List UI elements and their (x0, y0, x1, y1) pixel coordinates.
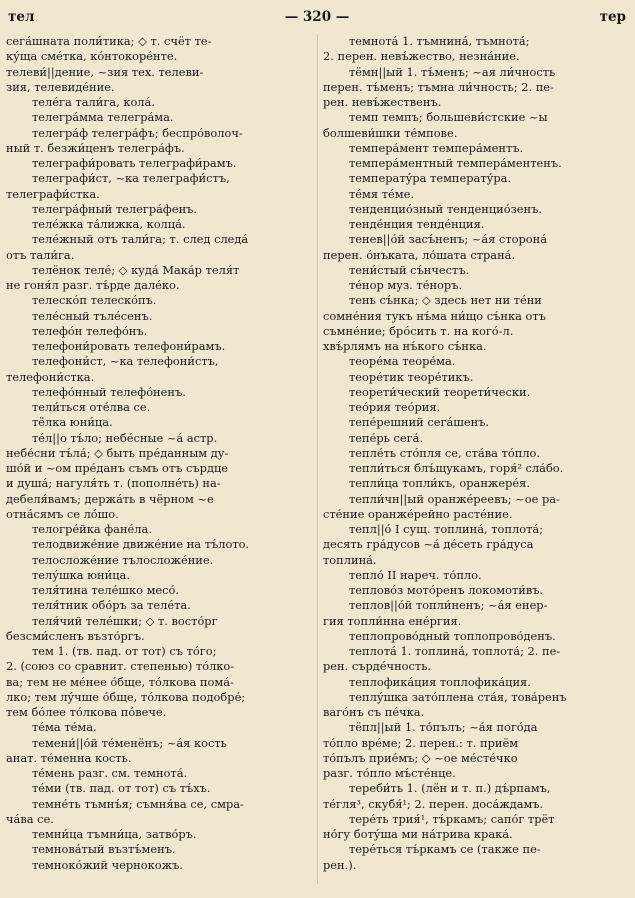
header-left-guide-word: тел (8, 9, 35, 25)
entry-line: тенев||о́й засъ́ненъ; ~а́я сторона́ (349, 232, 548, 247)
entry-line: те́мя те́ме. (349, 186, 414, 201)
entry-line: тени́стый съ́нчестъ. (349, 262, 470, 277)
entry-line: тере́ться тъ́ркамъ се (также пе- (349, 842, 541, 857)
entry-line: гия топли́нна ене́ргия. (323, 613, 462, 628)
entry-line: телефо́н телефо́нъ. (32, 323, 148, 338)
entry-line: перен. тъ́менъ; тъмна ли́чность; 2. пе- (323, 79, 554, 94)
entry-line: те́л||о тъ́ло; небе́сные ~а́ астр. (32, 430, 218, 445)
entry-line: теплота́ 1. топлина́, топлота́; 2. пе- (349, 644, 561, 658)
entry-line: разг. то́пло мъ́сте́нце. (323, 766, 456, 780)
page-number: — 320 — (284, 9, 350, 25)
entry-line: телефони́стка. (6, 369, 95, 384)
entry-line: сомне́ния тукъ нъ́ма ни́що съ́нка отъ (323, 308, 546, 323)
entry-line: те́мень разг. см. темнота́. (32, 766, 188, 780)
entry-line: рен.). (323, 857, 357, 872)
entry-line: температу́ра температу́ра. (349, 171, 512, 186)
entry-line: теорети́ческий теорети́чески. (349, 384, 531, 399)
entry-line: тем 1. (тв. пад. от тот) съ то́го; (32, 644, 217, 658)
entry-line: отъ тали́га. (6, 247, 75, 262)
entry-line: хвъ́рлямъ на нъ́кого съ́нка. (323, 339, 487, 353)
entry-line: но́гу боту́ша ми на́трива крака́. (323, 827, 513, 841)
entry-line: телефо́нный телефо́ненъ. (32, 384, 186, 399)
entry-line: теплов||о́й топли́ненъ; ~а́я енер- (349, 598, 548, 613)
entry-line: тепли́чн||ый оранже́реевъ; ~ое ра- (349, 491, 560, 506)
entry-line: перен. о́нъката, ло́шата страна́. (323, 247, 516, 262)
entry-line: телеско́п телеско́пъ. (32, 293, 157, 308)
entry-line: то́пълъ прие́мъ; ◇ ~ое ме́сте́чко (323, 750, 518, 765)
entry-line: тели́ться оте́лва се. (32, 400, 151, 414)
entry-line: лко; тем лу́чше о́бще, то́лкова подобре́; (6, 689, 246, 704)
entry-line: телеграфи́ст, ~ка телеграфи́стъ, (32, 171, 230, 186)
entry-line: телёнок теле́; ◇ куда́ Мака́р теля́т (32, 262, 240, 277)
entry-line: темни́ца тъмни́ца, затво́ръ. (32, 827, 197, 841)
entry-line: темп темпъ; большеви́стские ~ы (349, 110, 548, 125)
entry-line: телефони́ст, ~ка телефони́стъ, (32, 354, 219, 369)
entry-line: темени́||о́й те́менёнъ; ~а́я кость (32, 735, 227, 750)
entry-line: топлина́. (323, 552, 377, 567)
entry-line: темнова́тый възтъ́менъ. (32, 842, 176, 857)
entry-line: темпера́мент темпера́ментъ. (349, 140, 524, 155)
column-divider (317, 34, 318, 884)
entry-line: съмне́ние; бро́сить т. на кого́-л. (323, 323, 514, 338)
entry-line: те́гля³, скубя́¹; 2. перен. доса́ждамъ. (323, 796, 544, 811)
entry-line: теле́жный отъ тали́га; т. след следа́ (32, 232, 249, 247)
entry-line: те́ми (тв. пад. от тот) съ тъ́хъ. (32, 781, 211, 796)
entry-line: телегра́мма телегра́ма. (32, 110, 174, 125)
entry-line: рен. сърде́чность. (323, 659, 432, 674)
entry-line: ваго́нъ съ пе́чка. (323, 705, 425, 719)
entry-line: телосложе́ние тълосложе́ние. (32, 552, 214, 567)
entry-line: теля́чий теле́шки; ◇ т. восто́рг (32, 613, 218, 628)
entry-line: зия, телевиде́ние. (6, 79, 115, 94)
entry-line: темне́ть тъмнъ́я; съмня́ва се, смра- (32, 796, 244, 811)
header-right-guide-word: тер (599, 9, 626, 25)
entry-line: рен. невъ́жественъ. (323, 95, 442, 109)
entry-line: тепл||о́ I сущ. топлина́, топлота́; (349, 522, 544, 536)
entry-line: теле́жка та́лижка, колца́. (32, 217, 186, 231)
entry-line: тепли́ца топли́къ, оранжере́я. (349, 476, 530, 491)
entry-line: тепле́ть сто́пля се, ста́ва то́пло. (349, 445, 541, 460)
entry-line: тенде́нция тенде́нция. (349, 217, 485, 231)
entry-line: и душа́; нагуля́ть т. (пополне́ть) на- (6, 476, 221, 491)
entry-line: телу́шка юни́ца. (32, 567, 130, 582)
entry-line: сега́шната поли́тика; ◇ т. счёт те- (6, 34, 212, 48)
entry-line: тепли́ться блъ́щукамъ, горя́² сла́бо. (349, 461, 564, 475)
entry-line: теплу́шка зато́плена ста́я, това́ренъ (349, 689, 567, 704)
entry-line: теля́тник обо́ръ за теле́та. (32, 598, 191, 613)
entry-line: телодвиже́ние движе́ние на тъ́лото. (32, 537, 250, 552)
page-header (8, 9, 626, 29)
entry-line: тепло́ II нареч. то́пло. (349, 567, 482, 582)
entry-line: теплопрово́дный топлопрово́денъ. (349, 628, 556, 643)
entry-line: ку́ща сме́тка, ко́нтокоре́нте. (6, 49, 178, 64)
entry-line: теоре́ма теоре́ма. (349, 354, 456, 369)
entry-line: телеграфи́ровать телеграфи́рамъ. (32, 156, 237, 170)
entry-line: тёмн||ый 1. тъ́менъ; ~ая ли́чность (349, 64, 556, 79)
entry-line: телегра́фный телегра́фенъ. (32, 201, 198, 216)
entry-line: тень съ́нка; ◇ здесь нет ни те́ни (349, 293, 542, 308)
entry-line: теле́сный тъле́сенъ. (32, 308, 153, 323)
entry-line: ча́ва се. (6, 811, 54, 826)
entry-line: тёпл||ый 1. то́пълъ; ~а́я пого́да (349, 720, 538, 735)
entry-line: телеви́||дение, ~зия тех. телеви- (6, 64, 204, 79)
left-column (6, 34, 315, 873)
entry-line: анат. те́менна кость. (6, 750, 132, 765)
entry-line: отна́сямъ се ло́шо. (6, 506, 119, 521)
entry-line: дебеля́вамъ; держа́ть в чёрном ~е (6, 491, 214, 506)
entry-line: тёлка юни́ца. (32, 415, 113, 430)
entry-line: тепе́рь сега́. (349, 430, 423, 445)
entry-line: 2. (союз со сравнит. степенью) то́лко- (6, 659, 235, 674)
entry-line: теплофика́ция топлофика́ция. (349, 674, 531, 689)
entry-line: не гоня́л разг. тъ́рде дале́ко. (6, 278, 180, 292)
entry-line: телегра́ф телегра́фъ; беспро́волоч- (32, 125, 243, 140)
entry-line: десять гра́дусов ~а́ де́сеть гра́дуса (323, 537, 534, 552)
entry-line: тепе́решний сега́шенъ. (349, 415, 490, 430)
entry-line: темпера́ментный темпера́ментенъ. (349, 156, 562, 170)
entry-line: тем бо́лее то́лкова по́вече. (6, 705, 167, 719)
entry-line: сте́ние оранже́рейно расте́ние. (323, 506, 513, 521)
entry-line: тереби́ть 1. (лён и т. п.) дъ́рпамъ, (349, 781, 551, 796)
entry-line: ный т. безжи́ценъ телегра́фъ. (6, 140, 185, 155)
right-column (323, 34, 631, 873)
entry-line: теоре́тик теоре́тикъ. (349, 369, 474, 384)
entry-line: тере́ть трия́¹, тъ́ркамъ; сапо́г трёт (349, 811, 555, 826)
entry-line: теле́га тали́га, кола́. (32, 95, 155, 109)
entry-line: то́пло вре́ме; 2. перен.: т. приём (323, 735, 519, 750)
entry-line: те́нор муз. те́норъ. (349, 278, 463, 292)
entry-line: телеграфи́стка. (6, 186, 100, 201)
entry-line: телефони́ровать телефони́рамъ. (32, 339, 226, 353)
entry-line: небе́сни тъ́ла́; ◇ быть пре́данным ду- (6, 445, 229, 460)
entry-line: 2. перен. невъ́жество, незна́ние. (323, 49, 520, 64)
entry-line: шо́й и ~ом пре́данъ съмъ отъ сърдце (6, 461, 229, 475)
entry-line: тео́рия тео́рия. (349, 400, 441, 414)
entry-line: те́ма те́ма. (32, 720, 97, 735)
entry-line: телогре́йка фане́ла. (32, 522, 152, 536)
entry-line: теля́тина теле́шко месо́. (32, 583, 180, 597)
entry-line: тенденцио́зный тенденцио́зенъ. (349, 201, 543, 216)
entry-line: ва; тем не ме́нее о́бще, то́лкова пома́- (6, 674, 234, 689)
entry-line: болшеви́шки те́мпове. (323, 125, 458, 140)
entry-line: темноко́жий чернокожъ. (32, 857, 183, 872)
entry-line: темнота́ 1. тъмнина́, тъмнота́; (349, 34, 530, 48)
entry-line: безсми́сленъ възто́ргъ. (6, 628, 145, 643)
entry-line: теплово́з мото́ренъ локомоти́въ. (349, 583, 544, 597)
